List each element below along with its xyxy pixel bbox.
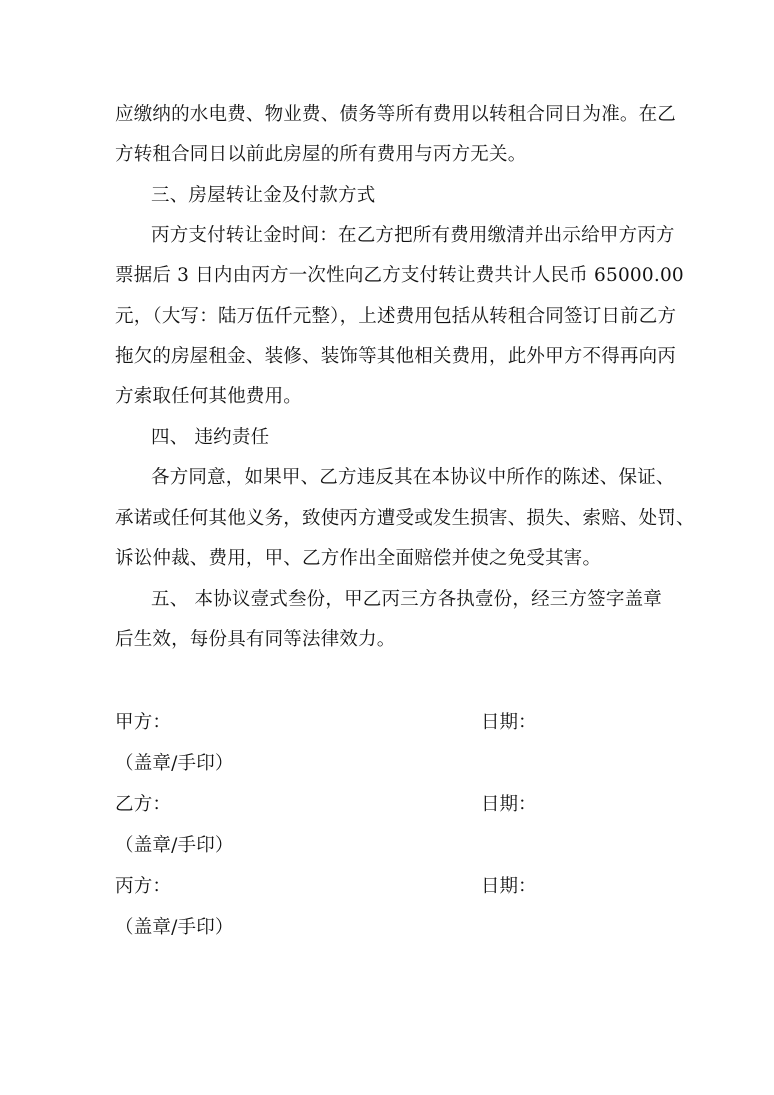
party-c-date-label: 日期： [481,876,537,897]
party-a-label: 甲方： [115,712,172,733]
section-4-heading: 四、 违约责任 [151,427,270,448]
section-5-line-1: 五、 本协议壹式叁份，甲乙丙三方各执壹份，经三方签字盖章 [151,589,662,610]
party-a-seal-note: （盖章/手印） [115,753,234,774]
liability-line-3: 诉讼仲裁、费用，甲、乙方作出全面赔偿并使之免受其害。 [115,548,602,569]
party-c-label: 丙方： [115,876,172,897]
fees-line-2: 方转租合同日以前此房屋的所有费用与丙方无关。 [115,144,527,165]
party-b-label: 乙方： [115,794,172,815]
party-a-date-label: 日期： [481,712,537,733]
section-5-line-2: 后生效，每份具有同等法律效力。 [115,629,396,650]
party-c-seal-note: （盖章/手印） [115,917,234,938]
liability-line-2: 承诺或任何其他义务，致使丙方遭受或发生损害、损失、索赔、处罚、 [115,508,695,529]
payment-line-5: 方索取任何其他费用。 [115,386,303,407]
party-b-date-label: 日期： [481,794,537,815]
payment-line-2: 票据后 3 日内由丙方一次性向乙方支付转让费共计人民币 65000.00 [115,265,684,286]
party-b-seal-note: （盖章/手印） [115,835,234,856]
payment-line-3: 元，（大写：陆万伍仟元整），上述费用包括从转租合同签订日前乙方 [115,306,677,327]
liability-line-1: 各方同意，如果甲、乙方违反其在本协议中所作的陈述、保证、 [151,467,675,488]
section-3-heading: 三、房屋转让金及付款方式 [151,185,376,206]
fees-line-1: 应缴纳的水电费、物业费、债务等所有费用以转租合同日为准。在乙 [115,104,677,125]
payment-line-1: 丙方支付转让金时间：在乙方把所有费用缴清并出示给甲方丙方 [151,225,675,246]
payment-line-4: 拖欠的房屋租金、装修、装饰等其他相关费用，此外甲方不得再向丙 [115,346,677,367]
